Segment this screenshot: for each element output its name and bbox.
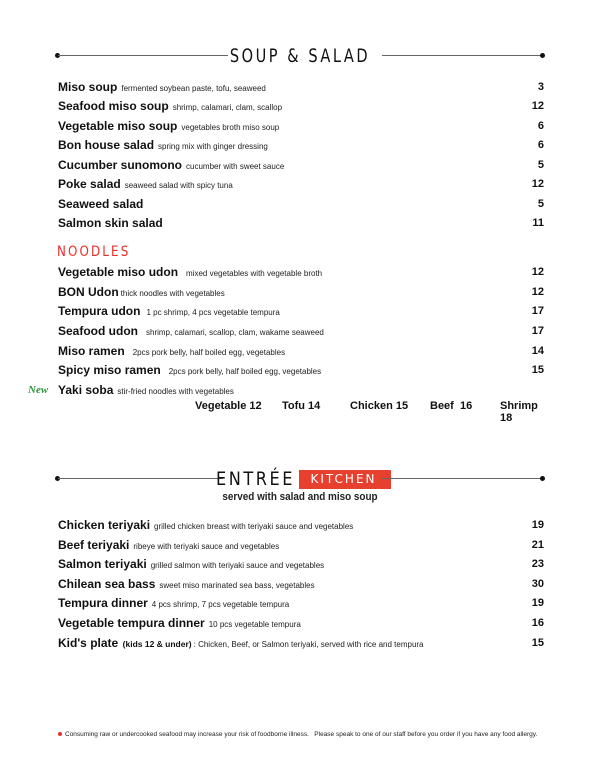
rule-right [382,55,542,56]
footnote-text: Consuming raw or undercooked seafood may increase your risk of foodborne illness. Please speak to one of our staff before you order if you have any food allergy. [65,731,538,738]
menu-item [58,343,544,359]
item-price: 19 [531,597,544,609]
allergy-footnote [58,731,548,738]
item-price: 14 [531,345,544,357]
option-chicken: Chicken 15 [350,400,409,412]
item-name: BON Udon [58,285,119,299]
menu-item [58,215,544,231]
item-desc: 4 pcs shrimp, 7 pcs vegetable tempura [151,600,290,609]
bullet-icon [58,732,62,736]
menu-item [58,264,544,280]
menu-item [58,137,544,153]
item-price: 5 [537,159,544,171]
item-desc: stir-fried noodles with vegetables [117,387,234,396]
item-price: 15 [531,637,544,649]
rule-dot-right [540,53,545,58]
entree-subtitle: served with salad and miso soup [222,491,378,503]
item-name: Vegetable miso soup [58,119,178,133]
item-price: 12 [531,286,544,298]
item-price: 16 [531,617,544,629]
item-price: 15 [531,364,544,376]
item-desc: mixed vegetables with vegetable broth [186,269,323,278]
item-price: 6 [537,120,544,132]
menu-item [58,537,544,553]
item-name: Miso soup [58,80,118,94]
item-name: Poke salad [58,177,121,191]
item-desc: spring mix with ginger dressing [158,142,268,151]
menu-item [58,79,544,95]
item-desc: 10 pcs vegetable tempura [208,620,301,629]
menu-item [58,303,544,319]
item-name: Salmon teriyaki [58,557,147,571]
item-name: Salmon skin salad [58,216,163,230]
item-name: Seaweed salad [58,197,144,211]
item-desc: sweet miso marinated sea bass, vegetables [159,581,315,590]
item-name: Vegetable miso udon [58,265,179,279]
item-price: 23 [531,558,544,570]
item-price: 17 [531,325,544,337]
menu-item [58,362,544,378]
item-desc: vegetables broth miso soup [181,123,280,132]
item-name: Bon house salad [58,138,155,152]
item-desc: grilled salmon with teriyaki sauce and vegetables [150,561,325,570]
item-desc: shrimp, calamari, scallop, clam, wakame seaweed [146,328,324,337]
item-price: 11 [532,217,544,229]
item-desc: : Chicken, Beef, or Salmon teriyaki, served with rice and tempura [193,640,424,649]
item-name: Chilean sea bass [58,577,156,591]
option-shrimp: Shrimp 18 [500,400,538,424]
kitchen-badge: KITCHEN [299,470,391,489]
item-price: 30 [531,578,544,590]
soup-salad-title: SOUP & SALAD [229,45,371,67]
item-desc: shrimp, calamari, clam, scallop [172,103,283,112]
entree-title-group [55,469,545,489]
item-desc: ribeye with teriyaki sauce and vegetables [133,542,280,551]
new-badge: New [28,384,49,396]
item-price: 6 [537,139,544,151]
item-price: 12 [531,266,544,278]
rule-dot-right [540,476,545,481]
item-desc: cucumber with sweet sauce [186,162,285,171]
item-name: Seafood miso soup [58,99,169,113]
item-name: Vegetable tempura dinner [58,616,205,630]
item-name: Beef teriyaki [58,538,130,552]
menu-item [58,323,544,339]
menu-item [58,284,544,300]
item-desc: thick noodles with vegetables [120,289,225,298]
menu-item [58,576,544,592]
item-name: Tempura udon [58,304,141,318]
item-desc: seaweed salad with spicy tuna [124,181,233,190]
item-name: Yaki soba [58,383,114,397]
item-desc: grilled chicken breast with teriyaki sauce and vegetables [154,522,354,531]
menu-item [58,556,544,572]
menu-item [58,517,544,533]
rule-right [382,478,542,479]
item-price: 17 [531,305,544,317]
item-price: 12 [531,178,544,190]
item-price: 12 [531,100,544,112]
menu-item [58,615,544,631]
item-price: 19 [531,519,544,531]
menu-item [58,98,544,114]
option-vegetable: Vegetable 12 [195,400,262,412]
item-name: Cucumber sunomono [58,158,183,172]
menu-item [58,157,544,173]
item-name: Miso ramen [58,344,125,358]
item-desc: fermented soybean paste, tofu, seaweed [121,84,266,93]
yaki-soba-options [190,400,546,424]
option-tofu: Tofu 14 [282,400,321,412]
soup-salad-header [55,46,545,66]
item-price: 5 [537,198,544,210]
item-name: Kid's plate [58,636,119,650]
item-name: Tempura dinner [58,596,148,610]
item-desc: 2pcs pork belly, half boiled egg, vegetables [168,367,322,376]
item-name: Spicy miso ramen [58,363,161,377]
item-sub: (kids 12 & under) [122,639,192,649]
entree-title: ENTRÉE [216,468,296,490]
menu-item [58,196,544,212]
menu-item [58,176,544,192]
menu-item [58,595,544,611]
menu-item [58,118,544,134]
item-desc: 2pcs pork belly, half boiled egg, vegetables [132,348,286,357]
item-price: 3 [537,81,544,93]
entree-header [55,469,545,505]
item-price: 21 [531,539,544,551]
menu-item [58,635,544,651]
item-name: Seafood udon [58,324,138,338]
menu-item [28,382,544,398]
option-beef: Beef 16 [430,400,473,412]
item-desc: 1 pc shrimp, 4 pcs vegetable tempura [146,308,280,317]
item-name: Chicken teriyaki [58,518,151,532]
noodles-title: NOODLES [57,244,131,260]
